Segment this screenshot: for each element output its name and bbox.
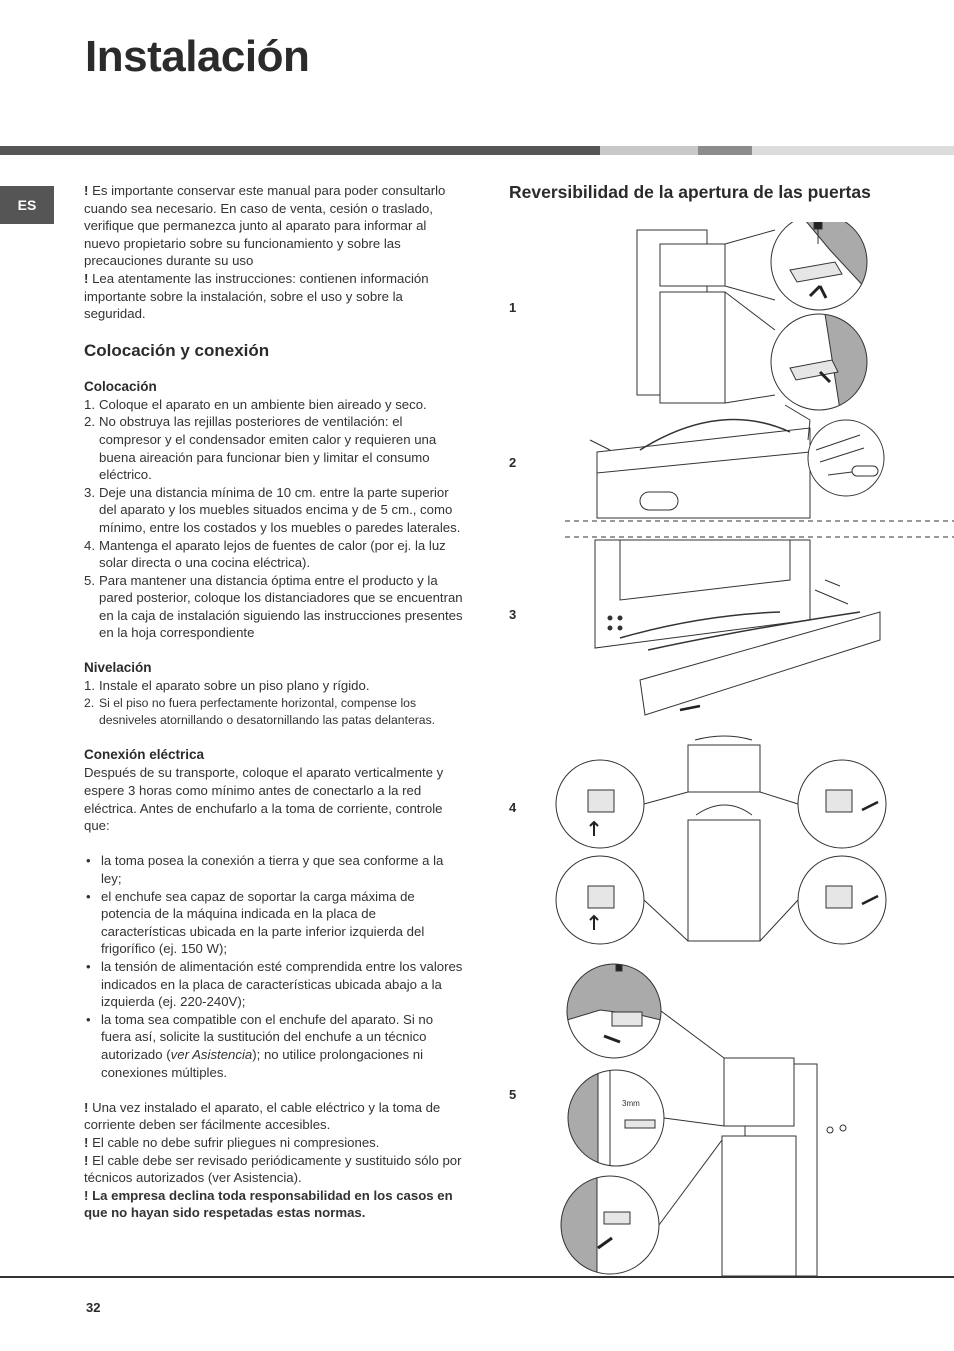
nivelacion-list: [84, 677, 464, 729]
step-number-4: 4: [509, 800, 517, 815]
step-4-drawing: [556, 736, 886, 944]
list-item: 1. Instale el aparato sobre un piso plano y rígido.: [84, 678, 370, 694]
language-tab: ES: [0, 186, 54, 224]
list-item: • la toma posea la conexión a tierra y que sea conforme a la ley;: [86, 853, 444, 887]
bar-segment-light: [600, 146, 698, 155]
list-item: • la toma sea compatible con el enchufe del aparato. Si no fuera así, solicite la sustitución del enchufe a un técnico autorizado (ver Asistencia); no utilice prolongaciones ni conexiones múltiples.: [86, 1011, 434, 1080]
subheading-nivelacion: Nivelación: [84, 660, 152, 676]
colocacion-list: [84, 396, 464, 642]
bar-segment-dark: [0, 146, 600, 155]
subheading-colocacion: Colocación: [84, 378, 157, 394]
left-column: [84, 182, 464, 1222]
dimension-label: 3mm: [622, 1099, 640, 1108]
list-item: 1. Coloque el aparato en un ambiente bien aireado y seco.: [84, 396, 427, 412]
list-item: 2. Si el piso no fuera perfectamente horizontal, compense los desniveles atornillando o desatornillando las patas delanteras.: [84, 695, 436, 728]
list-item: • el enchufe sea capaz de soportar la carga máxima de potencia de la máquina indicada en la placa de características ubicada en la parte inferior izquierda del frigorífico (ej. 150 W);: [86, 888, 425, 957]
conexion-bullet-list: [84, 852, 464, 1081]
step-5-drawing: [561, 957, 846, 1276]
step-1-drawing: [637, 222, 867, 410]
page-title: Instalación: [85, 32, 310, 81]
footer-rule: [0, 1276, 954, 1278]
list-item: 2. No obstruya las rejillas posteriores de ventilación: el compresor y el condensador emiten calor y requieren una buena aireación para funcionar bien y limitar el consumo eléctrico.: [84, 414, 437, 483]
warning-mark: !: [84, 270, 89, 286]
intro-paragraph-2: ! Lea atentamente las instrucciones: contienen información importante sobre la instalación, sobre el uso y sobre la seguridad.: [84, 270, 429, 322]
bar-segment-mid: [698, 146, 752, 155]
page-number: 32: [86, 1300, 101, 1315]
warning-mark: !: [84, 183, 89, 198]
warning-paragraph: ! Una vez instalado el aparato, el cable eléctrico y la toma de corriente deben ser fácilmente accesibles.: [84, 1099, 441, 1133]
conexion-intro: Después de su transporte, coloque el aparato verticalmente y espere 3 horas como mínimo antes de conectarlo a la red eléctrica. Antes de enchufarlo a la toma de corriente, controle que:: [84, 765, 444, 834]
list-item: 5. Para mantener una distancia óptima entre el producto y la pared posterior, coloque los distanciadores que se encuentran en la caja de instalación siguiendo las instrucciones presentes en la hoja correspondiente: [84, 572, 463, 641]
step-number-3: 3: [509, 607, 517, 622]
list-item: • la tensión de alimentación esté comprendida entre los valores indicados en la placa de características ubicada abajo a la izquierda (ej. 220-240V);: [86, 959, 463, 1010]
step-2-drawing: [590, 405, 884, 518]
final-warning: ! La empresa declina toda responsabilidad en los casos en que no hayan sido respetadas estas normas.: [84, 1187, 453, 1221]
list-item: 4. Mantenga el aparato lejos de fuentes de calor (por ej. la luz solar directa o una cocina eléctrica).: [84, 537, 446, 571]
warnings-block: [84, 1099, 464, 1222]
warning-paragraph: ! El cable debe ser revisado periódicamente y sustituido sólo por técnicos autorizados (ver Asistencia).: [84, 1152, 462, 1186]
bar-segment-pale: [752, 146, 954, 155]
intro-paragraph-1: ! Es importante conservar este manual para poder consultarlo cuando sea necesario. En caso de venta, cesión o traslado, verifique que permanezca junto al aparato para informar al nuevo propietario sobre su funcionamiento y sobre las precauciones durante su uso: [84, 183, 446, 269]
section-heading-colocacion-conexion: Colocación y conexión: [84, 340, 270, 360]
door-reversal-illustration: [555, 222, 954, 1278]
step-number-2: 2: [509, 455, 517, 470]
subheading-conexion-electrica: Conexión eléctrica: [84, 747, 205, 763]
warning-paragraph: ! El cable no debe sufrir pliegues ni compresiones.: [84, 1134, 380, 1150]
step-number-5: 5: [509, 1087, 517, 1102]
step-number-1: 1: [509, 300, 517, 315]
section-heading-reversibilidad: Reversibilidad de la apertura de las puertas: [509, 182, 871, 202]
step-3-drawing: [595, 540, 880, 715]
header-color-bar: [0, 146, 954, 155]
list-item: 3. Deje una distancia mínima de 10 cm. entre la parte superior del aparato y los muebles situados encima y de 5 cm., como mínimo, entre los costados y los muebles o paredes laterales.: [84, 484, 461, 535]
